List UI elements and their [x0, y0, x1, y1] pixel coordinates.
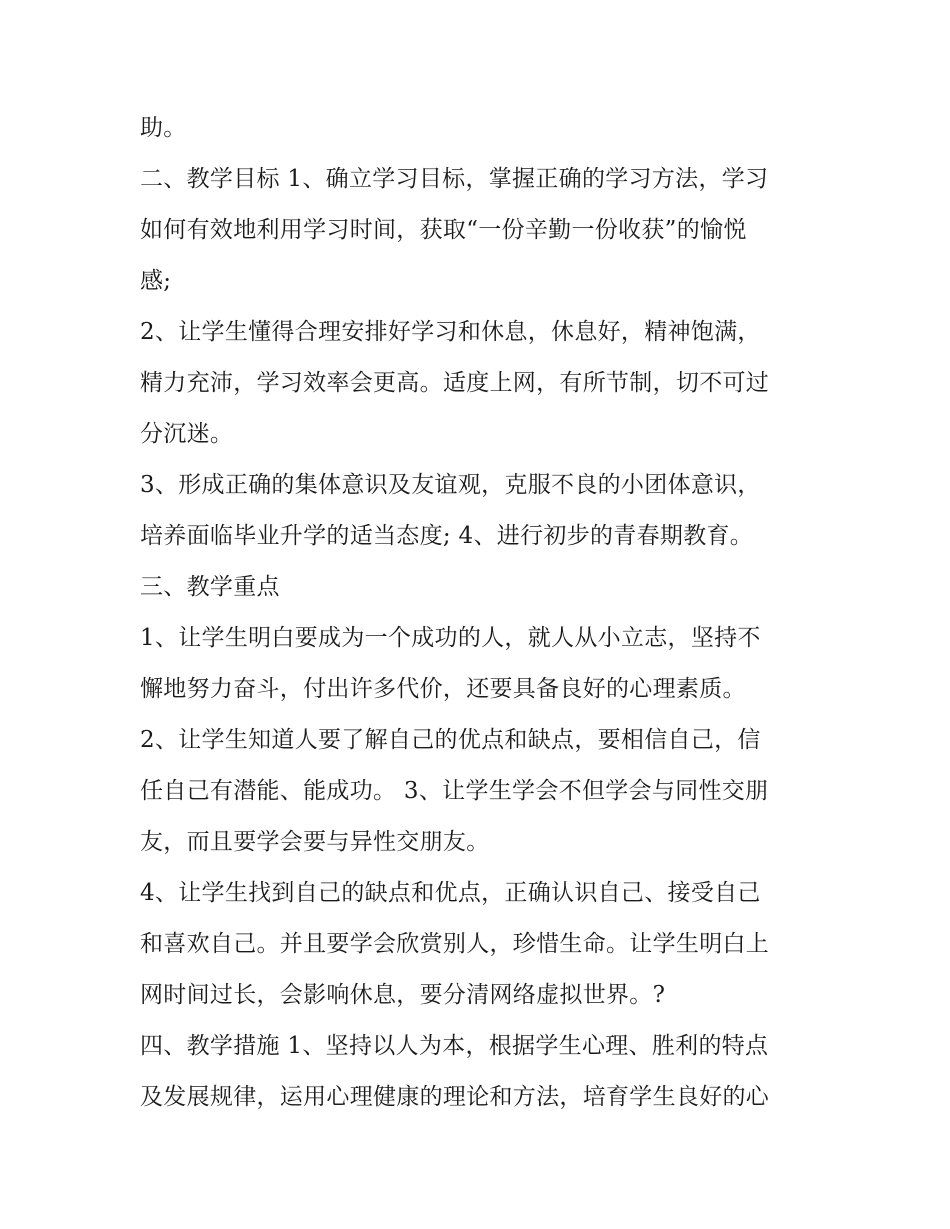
- text-line: 四、教学措施 1、坚持以人为本，根据学生心理、胜利的特点: [140, 1033, 769, 1059]
- text-line: 3、形成正确的集体意识及友谊观，克服不良的小团体意识，: [140, 472, 761, 498]
- text-line: 助。: [140, 115, 187, 141]
- text-line: 1、让学生明白要成为一个成功的人，就人从小立志，坚持不: [140, 625, 761, 651]
- text-line: 任自己有潜能、能成功。 3、让学生学会不但学会与同性交朋: [140, 778, 769, 804]
- text-line: 友，而且要学会要与异性交朋友。: [140, 829, 490, 855]
- text-line: 二、教学目标 1、确立学习目标，掌握正确的学习方法，学习: [140, 166, 769, 192]
- text-line: 如何有效地利用学习时间，获取“一份辛勤一份收获”的愉悦: [140, 217, 747, 243]
- text-line: 网时间过长，会影响休息，要分清网络虚拟世界。?: [140, 982, 666, 1008]
- text-line: 4、让学生找到自己的缺点和优点，正确认识自己、接受自己: [140, 880, 761, 906]
- text-line: 及发展规律，运用心理健康的理论和方法，培育学生良好的心: [140, 1084, 770, 1110]
- text-line: 2、让学生懂得合理安排好学习和休息，休息好，精神饱满，: [140, 319, 761, 345]
- text-line: 2、让学生知道人要了解自己的优点和缺点，要相信自己，信: [140, 727, 761, 753]
- text-line: 和喜欢自己。并且要学会欣赏别人，珍惜生命。让学生明白上: [140, 931, 770, 957]
- text-line: 精力充沛，学习效率会更高。适度上网，有所节制，切不可过: [140, 370, 770, 396]
- text-line: 感;: [140, 268, 172, 294]
- section-heading: 三、教学重点: [140, 574, 280, 600]
- text-line: 分沉迷。: [140, 421, 234, 447]
- text-line: 懈地努力奋斗，付出许多代价，还要具备良好的心理素质。: [140, 676, 746, 702]
- text-line: 培养面临毕业升学的适当态度; 4、进行初步的青春期教育。: [140, 523, 754, 549]
